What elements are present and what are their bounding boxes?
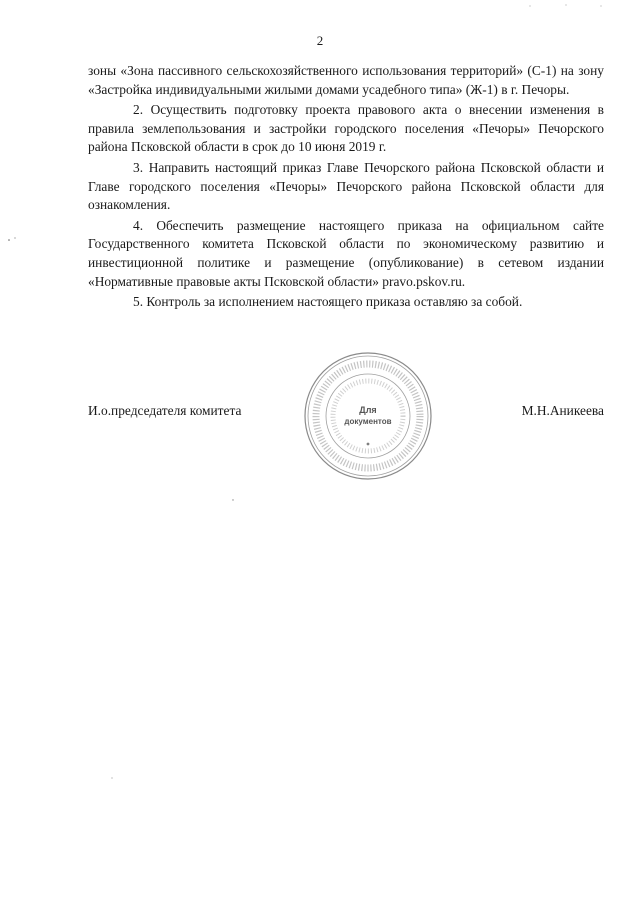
paragraph-continuation: зоны «Зона пассивного сельскохозяйственного использования территорий» (С-1) на зону «Застройка индивидуальными жилыми домами усадебного типа» (Ж-1) в г. Печоры. [88,63,604,97]
signer-title: И.о.председателя комитета [88,403,242,418]
paragraph-item-5: 5. Контроль за исполнением настоящего приказа оставляю за собой. [133,294,523,310]
paragraph-item-2: 2. Осуществить подготовку проекта правового акта о внесении изменения в правила землепользования и застройки городского поселения «Печоры» Печорского района Псковской области в срок до 10 июня 2019 г. [88,102,604,155]
signer-name: М.Н.Аникеева [521,403,604,418]
stamp-center-line1: Для [359,405,377,415]
official-stamp [302,350,434,482]
stamp-center-line2: документов [344,417,392,426]
paragraph-item-3: 3. Направить настоящий приказ Главе Печорского района Псковской области и Главе городского поселения «Печоры» Печорского района Псковской области для ознакомления. [88,159,604,213]
document-body [88,62,604,314]
paragraph-item-4: 4. Обеспечить размещение настоящего приказа на официальном сайте Государственного комитета Псковской области по экономическому развитию и инвестиционной политике и размещение (опубликование) в сетевом издании «Нормативные правовые акты Псковской области» pravo.pskov.ru. [88,217,604,289]
page-number: 2 [316,33,324,48]
